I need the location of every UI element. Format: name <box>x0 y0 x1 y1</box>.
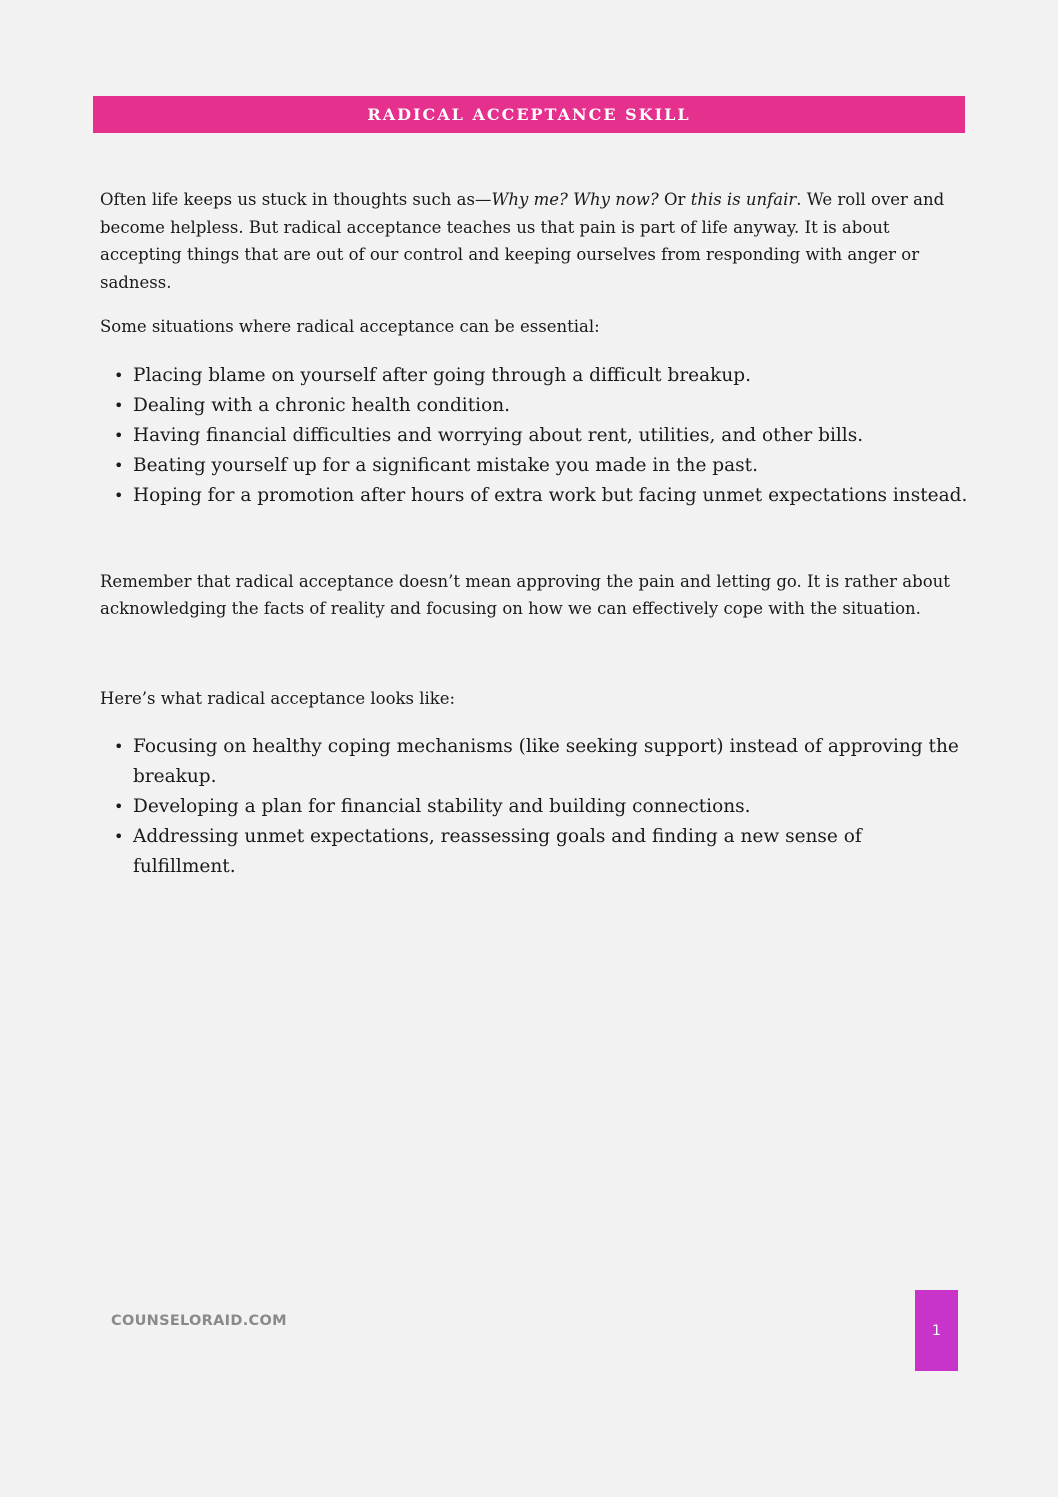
list-item <box>114 451 970 481</box>
list-item-text: Focusing on healthy coping mechanisms (like seeking support) instead of approving the breakup. <box>133 736 959 787</box>
list-item-text: Developing a plan for financial stability and building connections. <box>133 796 751 817</box>
situations-list <box>100 361 970 511</box>
bullet-icon: • <box>114 827 124 846</box>
list-item <box>114 732 970 792</box>
list-item-text: Dealing with a chronic health condition. <box>133 394 511 416</box>
footer-site-name: COUNSELORAID.COM <box>111 1313 287 1329</box>
list-item <box>114 481 970 511</box>
page-title: RADICAL ACCEPTANCE SKILL <box>367 105 691 124</box>
bullet-icon: • <box>114 365 124 385</box>
looks-like-lead: Here’s what radical acceptance looks like: <box>100 688 456 708</box>
bullet-icon: • <box>114 797 124 816</box>
intro-italic-1: Why me? Why now? <box>491 190 659 209</box>
list-item <box>114 361 970 391</box>
bullet-icon: • <box>114 485 124 505</box>
list-item-text: Hoping for a promotion after hours of extra work but facing unmet expectations instead. <box>133 484 968 506</box>
bullet-icon: • <box>114 395 124 415</box>
bullet-icon: • <box>114 737 124 756</box>
intro-text-3: . We roll over and become helpless. But radical acceptance teaches us that pain is part of life anyway. It is about accepting things that are out of our control and keeping ourselves from responding with anger or sadness. <box>100 190 945 292</box>
list-item-text: Addressing unmet expectations, reassessing goals and finding a new sense of fulfillment. <box>133 826 862 877</box>
list-item-text: Beating yourself up for a significant mistake you made in the past. <box>133 454 758 476</box>
list-item-text: Having financial difficulties and worrying about rent, utilities, and other bills. <box>133 424 864 446</box>
list-item-text: Placing blame on yourself after going through a difficult breakup. <box>133 364 751 386</box>
list-item <box>114 391 970 421</box>
intro-text-2: Or <box>658 190 691 209</box>
intro-text-1: Often life keeps us stuck in thoughts such as— <box>100 190 492 209</box>
document-body <box>100 186 970 882</box>
bullet-icon: • <box>114 425 124 445</box>
intro-paragraph <box>100 186 970 296</box>
looks-like-list <box>100 732 970 882</box>
list-item <box>114 792 970 822</box>
list-item <box>114 822 970 882</box>
page-number: 1 <box>932 1322 941 1339</box>
bullet-icon: • <box>114 455 124 475</box>
title-banner <box>93 96 965 133</box>
list-item <box>114 421 970 451</box>
page-number-box <box>915 1290 958 1371</box>
situations-lead: Some situations where radical acceptance can be essential: <box>100 317 600 336</box>
intro-italic-2: this is unfair <box>690 190 797 209</box>
remember-paragraph: Remember that radical acceptance doesn’t mean approving the pain and letting go. It is rather about acknowledging the facts of reality and focusing on how we can effectively cope with the situation. <box>100 571 950 618</box>
